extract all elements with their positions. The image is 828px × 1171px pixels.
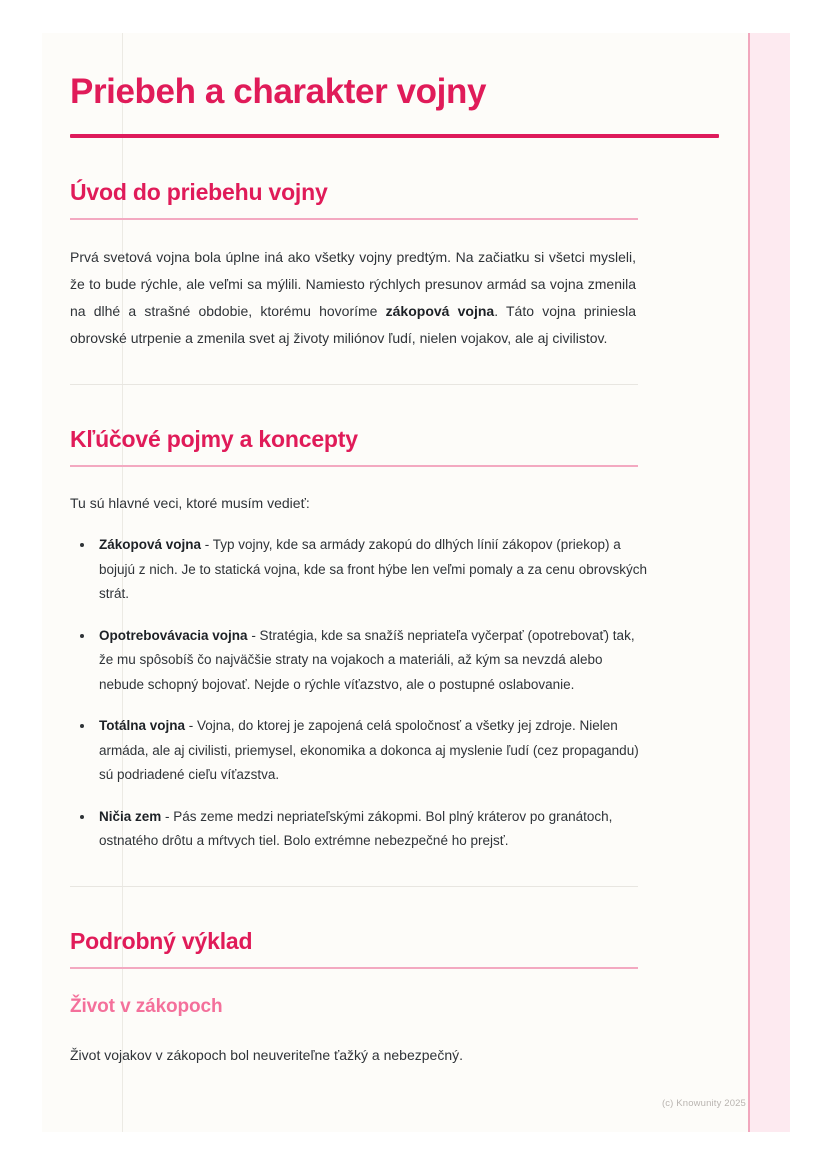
term-label: Ničia zem bbox=[99, 808, 162, 824]
list-item bbox=[70, 624, 650, 698]
term-label: Totálna vojna bbox=[99, 718, 186, 733]
bullet-icon bbox=[80, 815, 84, 819]
term-description: - Stratégia, kde sa snažíš nepriateľa vyčerpať (opotrebovať) tak, že mu spôsobíš čo najväčšie straty na vojakoch a materiáli, až kým sa nevzdá alebo nebude schopný bojovať. Nejde o rýchle víťazstvo, ale o postupné oslabovanie. bbox=[99, 627, 635, 692]
term-description: - Typ vojny, kde sa armády zakopú do dlhých línií zákopov (priekop) a bojujú z nich. Je to statická vojna, kde sa front hýbe len veľmi pomaly a za cenu obrovských strát. bbox=[99, 537, 647, 601]
section-heading-detailed: Podrobný výklad bbox=[70, 927, 253, 954]
key-concepts-list bbox=[70, 515, 650, 854]
intro-paragraph-part1: Prvá svetová vojna bola úplne iná ako všetky vojny predtým. Na začiatku si všetci mysleli, že to bude rýchle, ale veľmi sa mýlili. Namiesto rýchlych presunov armád sa vojna zmenila na dlhé a strašné obdobie, ktorému hovoríme bbox=[70, 249, 636, 319]
list-item bbox=[70, 805, 650, 854]
term-label: Zákopová vojna bbox=[99, 537, 202, 552]
list-item bbox=[70, 714, 650, 788]
list-item bbox=[70, 533, 650, 607]
document-content bbox=[70, 33, 666, 1067]
term-label: Opotrebovávacia vojna bbox=[99, 627, 248, 643]
right-margin-band bbox=[750, 33, 790, 1132]
bullet-icon bbox=[80, 634, 84, 638]
bullet-icon bbox=[80, 724, 84, 728]
term-description: - Pás zeme medzi nepriateľskými zákopmi. Bol plný kráterov po granátoch, ostnatého drôtu a mŕtvych tiel. Bolo extrémne nebezpečné ho prejsť. bbox=[99, 808, 613, 848]
intro-paragraph-emphasis: zákopová vojna bbox=[385, 303, 495, 319]
document-page bbox=[42, 33, 790, 1132]
right-margin-rule bbox=[748, 33, 750, 1132]
section-heading-key-concepts: Kľúčové pojmy a koncepty bbox=[70, 426, 358, 452]
intro-paragraph-part2: . Táto vojna priniesla obrovské utrpenie a zmenila svet aj životy miliónov ľudí, nielen vojakov, ale aj civilistov. bbox=[70, 303, 636, 346]
detailed-paragraph: Život vojakov v zákopoch bol neuveriteľne ťažký a nebezpečný. bbox=[70, 1046, 463, 1063]
intro-paragraph bbox=[70, 220, 636, 352]
key-concepts-lead: Tu sú hlavné veci, ktoré musím vedieť: bbox=[70, 495, 310, 511]
subsection-heading-trench-life: Život v zákopoch bbox=[70, 995, 223, 1017]
page-title: Priebeh a charakter vojny bbox=[70, 72, 487, 111]
term-description: - Vojna, do ktorej je zapojená celá spoločnosť a všetky jej zdroje. Nielen armáda, ale aj civilisti, priemysel, ekonomika a dokonca aj myslenie ľudí (cez propagandu) sú podriadené cieľu víťazstva. bbox=[99, 718, 639, 782]
copyright-watermark: (c) Knowunity 2025 bbox=[661, 1098, 746, 1109]
bullet-icon bbox=[80, 543, 84, 547]
section-heading-intro: Úvod do priebehu vojny bbox=[70, 179, 328, 205]
